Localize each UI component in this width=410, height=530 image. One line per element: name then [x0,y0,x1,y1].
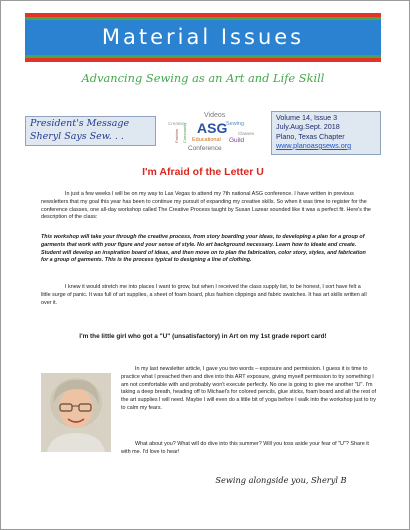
article-paragraph-1: In just a few weeks I will be on my way to Las Vegas to attend my 7th national ASG conference. I have written in previous newsletters that my goal this year has been to continue my pursuit of expanding my creative skills. So when it was time to register for the conference classes, one all-day workshop called The Creative Process taught by Susan Lazear sounded like it was a perfect fit. Here's the description of the class: [41,191,371,221]
masthead-bottom-red-rule [25,58,381,62]
report-card-statement: I'm the little girl who got a "U" (unsatisfactory) in Art on my 1st grade report card! [79,333,327,340]
logo-word-videos: Videos [204,112,226,119]
issue-chapter: Plano, Texas Chapter [276,131,345,141]
article-paragraph-4: In my last newsletter article, I gave you two words – exposure and permission. I guess it is time to practice what I preached then and dive into this ART exposure, giving myself permission to try something I am not comfortable with and probably won't execute perfectly. No one is going to give me another "U". I'm taking a deep breath, heading off to Michael's for colored pencils, glue sticks, foam board and all the rest of the art supplies I will need. Maybe I will even do a little bit of yoga before I walk into the workshop just to try to calm my fears. [121,366,377,411]
chapter-website-link[interactable]: www.planoasgsews.org [276,140,352,150]
president-message-box [25,116,156,146]
logo-word-conference: Conference [188,145,222,152]
article-headline: I'm Afraid of the Letter U [142,166,264,178]
logo-word-sewing: Sewing [226,121,245,127]
logo-word-educational: Educational [192,137,221,143]
logo-word-classes: Classes [238,131,255,136]
masthead-tagline: Advancing Sewing as an Art and Life Skill [81,71,325,85]
logo-word-guild: Guild [229,137,245,144]
issue-info-box [271,111,381,155]
article-paragraph-5: What about you? What will do dive into this summer? Will you toss aside your fear of "U"? Share it with me. I'd love to hear! [121,441,369,455]
workshop-description: This workshop will take your through the creative process, from story boarding your ideas, to developing a plan for a group of garments that work with your figure and your sense of style. No art background necessary. Learn how to ideate and create. Student will develop an inspiration board of ideas, and then move on to plan the fabrication, color story, styles, and fabrication for a group of garments. This is the process typical to designing a line of clothing. [41,234,366,264]
president-message-subtitle: Sheryl Says Sew. . . [30,130,124,142]
logo-word-community: Community [182,122,187,143]
asg-wordcloud-logo [164,109,264,153]
issue-date: July.Aug.Sept. 2018 [276,122,340,132]
issue-volume: Volume 14, Issue 3 [276,113,338,122]
author-signoff: Sewing alongside you, Sheryl B [215,475,347,485]
president-message-title: President's Message [30,118,130,129]
logo-word-creative: Creative [168,121,185,126]
logo-asg-text: ASG [197,120,228,136]
article-paragraph-3: I knew it would stretch me into places I want to grow, but when I received the class supply list, to be honest, I sort have felt a little surge of panic. It was full of art supplies, a sheet of foam board, plus fashion clippings and fabric swatches. It has art skills written all over it. [41,284,367,306]
logo-word-fashion: Fashion [174,128,179,143]
author-photo [41,373,111,452]
masthead-title: Material Issues [25,20,381,55]
